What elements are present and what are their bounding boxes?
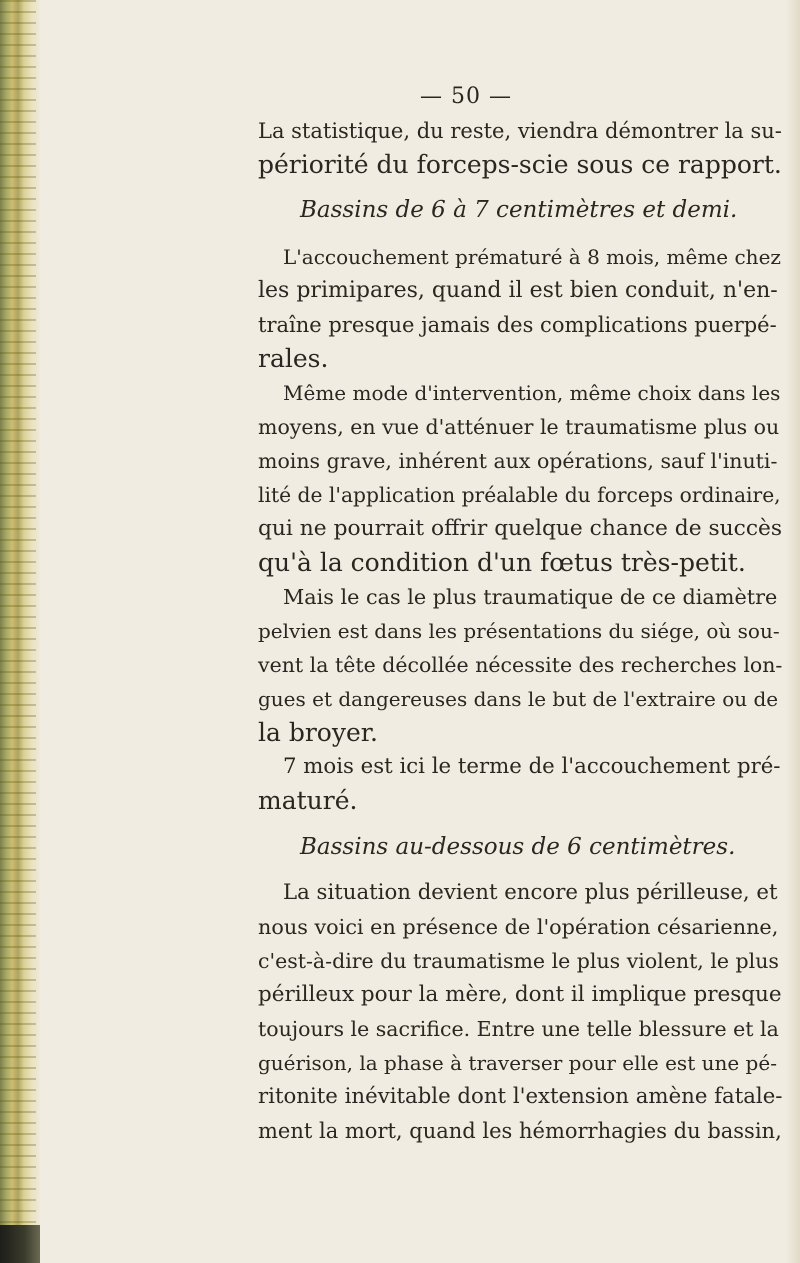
text-line: vent la tête décollée nécessite des recherches lon- (258, 653, 783, 677)
text-line: la broyer. (258, 718, 378, 747)
binding-stripes (0, 0, 36, 1263)
page-edge (786, 0, 800, 1263)
text-line: L'accouchement prématuré à 8 mois, même chez (283, 245, 781, 269)
text-line: moyens, en vue d'atténuer le traumatisme plus ou (258, 415, 780, 439)
text-line: nous voici en présence de l'opération césarienne, (258, 915, 779, 939)
text-line: qui ne pourrait offrir quelque chance de succès (258, 516, 783, 541)
section-heading: Bassins au-dessous de 6 centimètres. (300, 834, 736, 860)
text-line: c'est-à-dire du traumatisme le plus violent, le plus (258, 949, 779, 973)
text-line: La situation devient encore plus périlleuse, et (283, 880, 778, 905)
text-line: lité de l'application préalable du forceps ordinaire, (258, 483, 781, 507)
text-line: les primipares, quand il est bien conduit, n'en- (258, 278, 778, 303)
text-line: moins grave, inhérent aux opérations, sauf l'inuti- (258, 449, 778, 473)
text-line: 7 mois est ici le terme de l'accouchement pré- (283, 754, 781, 779)
section-heading: Bassins de 6 à 7 centimètres et demi. (300, 197, 738, 223)
text-line: maturé. (258, 786, 358, 815)
text-line: qu'à la condition d'un fœtus très-petit. (258, 548, 746, 577)
text-line: périlleux pour la mère, dont il implique presque (258, 982, 782, 1007)
text-line: gues et dangereuses dans le but de l'extraire ou de (258, 687, 779, 711)
text-line: périorité du forceps-scie sous ce rapport. (258, 150, 782, 179)
text-line: toujours le sacrifice. Entre une telle blessure et la (258, 1017, 779, 1041)
text-line: traîne presque jamais des complications puerpé- (258, 313, 777, 337)
text-line: La statistique, du reste, viendra démontrer la su- (258, 119, 782, 143)
page-number: — 50 — (420, 84, 512, 109)
text-line: pelvien est dans les présentations du siége, où sou- (258, 619, 780, 643)
text-line: ment la mort, quand les hémorrhagies du bassin, (258, 1119, 782, 1143)
text-line: guérison, la phase à traverser pour elle est une pé- (258, 1051, 777, 1075)
text-line: Même mode d'intervention, même choix dans les (283, 381, 781, 405)
text-line: Mais le cas le plus traumatique de ce diamètre (283, 585, 778, 609)
text-line: ritonite inévitable dont l'extension amène fatale- (258, 1084, 783, 1109)
binding-shadow (0, 1225, 40, 1263)
text-line: rales. (258, 344, 329, 373)
